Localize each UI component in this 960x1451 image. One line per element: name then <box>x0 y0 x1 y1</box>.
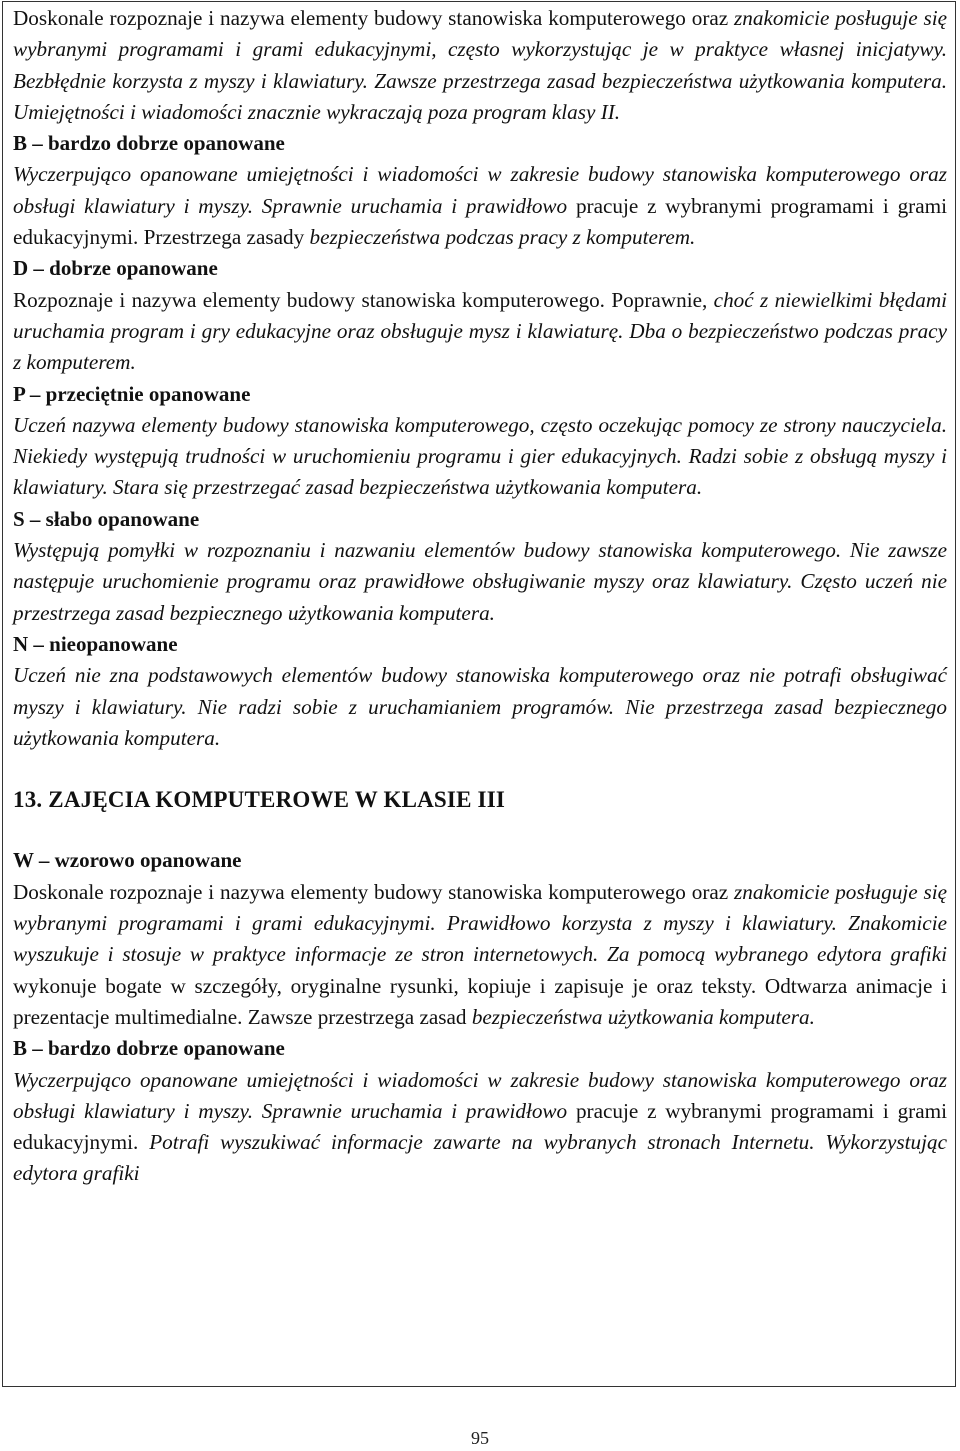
intro-paragraph <box>13 3 947 128</box>
grade-text-italic: Wyczerpująco opanowane umiejętności i wiadomości w zakresie budowy stanowiska komputerowego oraz obsługi klawiatury i myszy. Sprawnie uruchamia i prawidłowo <box>13 1067 947 1123</box>
grade-text-italic-2: bezpieczeństwa podczas pracy z komputerem. <box>309 225 696 250</box>
grade-heading-s-ii: S – słabo opanowane <box>13 506 200 531</box>
grade-heading-d-ii: D – dobrze opanowane <box>13 256 218 281</box>
section-title: 13. ZAJĘCIA KOMPUTEROWE W KLASIE III <box>13 787 506 813</box>
grade-description-b-ii <box>13 159 947 253</box>
grade-description-p-ii <box>13 410 947 504</box>
grade-text-italic: znakomicie posługuje się wybranymi programami i grami edukacyjnymi. Prawidłowo korzysta z myszy i klawiatury. Znakomicie wyszukuje i stosuje w praktyce informacje ze stron internetowych. Za pomocą wybranego edytora grafiki <box>13 879 947 967</box>
grade-description-d-ii <box>13 285 947 379</box>
grade-heading-b-ii: B – bardzo dobrze opanowane <box>13 131 285 156</box>
grade-text-italic-2: Potrafi wyszukiwać informacje zawarte na wybranych stronach Internetu. Wykorzystując edytora grafiki <box>13 1130 948 1186</box>
grade-text-normal: Rozpoznaje i nazywa elementy budowy stanowiska komputerowego. Poprawnie, <box>13 287 708 312</box>
document-body <box>13 3 947 1190</box>
grade-text-normal-2: wykonuje bogate w szczegóły, oryginalne rysunki, kopiuje i zapisuje je oraz teksty. <box>13 973 757 998</box>
intro-italic: znakomicie posługuje się wybranymi programami i grami edukacyjnymi, często wykorzystując je w praktyce własnej inicjatywy. Bezbłędnie korzysta z myszy i klawiatury. Zawsze przestrzega zasad bezpieczeństwa użytkowania komputera. Umiejętności i wiadomości znacznie wykraczają poza program klasy II. <box>13 6 947 124</box>
grade-heading-p-ii: P – przeciętnie opanowane <box>13 381 251 406</box>
grade-heading-b-iii: B – bardzo dobrze opanowane <box>13 1036 285 1061</box>
grade-heading-w-iii: W – wzorowo opanowane <box>13 848 242 873</box>
grade-text-italic: Uczeń nie zna podstawowych elementów budowy stanowiska komputerowego oraz nie potrafi obsługiwać myszy i klawiatury. Nie radzi sobie z uruchamianiem programów. Nie przestrzega zasad bezpiecznego użytkowania komputera. <box>13 663 947 750</box>
grade-text-normal: pracuje z wybranymi programami i grami edukacyjnymi. Przestrzega zasady <box>13 193 948 250</box>
grade-text-italic-2: bezpieczeństwa użytkowania komputera. <box>471 1004 815 1029</box>
grade-text-normal: Doskonale rozpoznaje i nazywa elementy budowy stanowiska komputerowego oraz <box>13 879 729 904</box>
grade-description-w-iii <box>13 877 947 1033</box>
grade-text-italic: Uczeń nazywa elementy budowy stanowiska komputerowego, często oczekując pomocy ze strony nauczyciela. Niekiedy występują trudności w uruchomieniu programu i gier edukacyjnych. Radzi sobie z obsługą myszy i klawiatury. Stara się przestrzegać zasad bezpieczeństwa użytkowania komputera. <box>13 412 947 500</box>
grade-text-italic: Wyczerpująco opanowane umiejętności i wiadomości w zakresie budowy stanowiska komputerowego oraz obsługi klawiatury i myszy. Sprawnie uruchamia i prawidłowo <box>13 162 947 218</box>
grade-description-n-ii <box>13 660 947 754</box>
grade-text-italic: Występują pomyłki w rozpoznaniu i nazwaniu elementów budowy stanowiska komputerowego. Nie zawsze następuje uruchomienie programu oraz prawidłowe obsługiwanie myszy oraz klawiatury. Często uczeń nie przestrzega zasad bezpiecznego użytkowania komputera. <box>13 538 947 625</box>
grade-text-italic: choć z niewielkimi błędami uruchamia program i gry edukacyjne oraz obsługuje mysz i klawiaturę. Dba o bezpieczeństwo podczas pracy z komputerem. <box>13 287 948 375</box>
grade-description-b-iii <box>13 1065 947 1190</box>
grade-description-s-ii <box>13 535 947 629</box>
grade-text-normal: pracuje z wybranymi programami i grami edukacyjnymi. <box>13 1098 948 1155</box>
grade-text-normal-3: Odtwarza animacje i prezentacje multimedialne. Zawsze przestrzega zasad <box>13 973 948 1029</box>
grade-heading-n-ii: N – nieopanowane <box>13 631 178 656</box>
intro-normal: Doskonale rozpoznaje i nazywa elementy budowy stanowiska komputerowego oraz <box>13 6 729 30</box>
page-number: 95 <box>471 1428 489 1448</box>
